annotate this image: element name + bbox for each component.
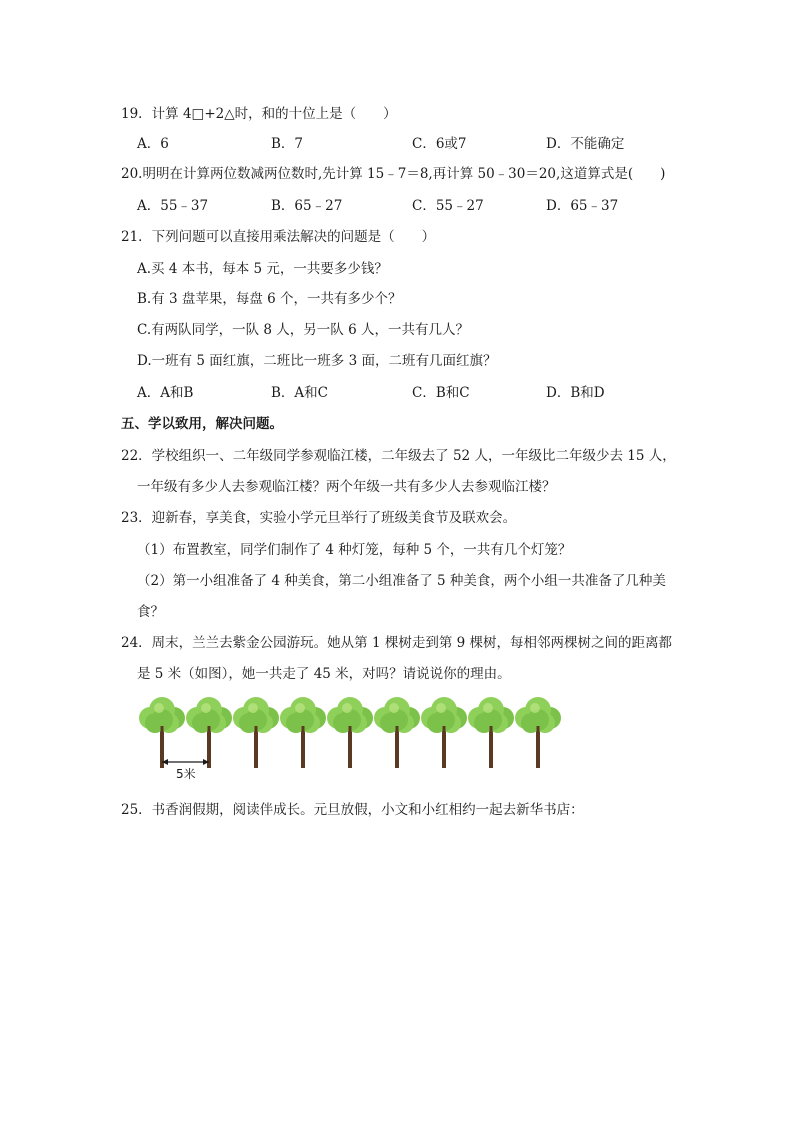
q21-option-d: D．B和D [546,385,605,401]
question-20-stem: 20.明明在计算两位数减两位数时,先计算 15﹣7＝8,再计算 50﹣30＝20,这道算式是( ) [121,166,666,182]
q21-option-c: C．B和C [412,385,470,401]
q21-item-d: D.一班有 5 面红旗，二班比一班多 3 面，二班有几面红旗？ [137,353,497,369]
question-21-stem: 21．下列问题可以直接用乘法解决的问题是（ ） [121,229,436,245]
q21-item-a: A.买 4 本书，每本 5 元，一共要多少钱？ [137,261,388,277]
question-24-line-1: 24．周末，兰兰去紫金公园游玩。她从第 1 棵树走到第 9 棵树，每相邻两棵树之间的距离都 [121,635,673,651]
q19-option-d: D．不能确定 [546,136,625,152]
question-22-line-2: 一年级有多少人去参观临江楼？两个年级一共有多少人去参观临江楼？ [137,479,556,495]
question-25-line-1: 25．书香润假期，阅读伴成长。元旦放假，小文和小红相约一起去新华书店： [121,802,584,818]
tree-4 [280,697,326,768]
tree-row-figure [130,696,570,782]
q19-option-b: B．7 [271,136,304,152]
question-23-part-2-line-2: 食？ [137,604,164,620]
question-19-stem: 19．计算 4□+2△时，和的十位上是（ ） [121,106,397,122]
tree-7 [421,697,467,768]
distance-indicator [162,759,209,781]
tree-6 [374,697,420,768]
tree-8 [468,697,514,768]
q21-option-b: B．A和C [271,385,328,401]
question-22-line-1: 22．学校组织一、二年级同学参观临江楼，二年级去了 52 人，一年级比二年级少去 15 人， [121,448,676,464]
distance-label: 5米 [176,767,196,781]
tree-1 [139,697,185,768]
question-23-part-1: （1）布置教室，同学们制作了 4 种灯笼，每种 5 个，一共有几个灯笼？ [137,542,572,558]
tree-5 [327,697,373,768]
tree-9 [515,697,561,768]
q21-item-b: B.有 3 盘苹果，每盘 6 个，一共有多少个？ [137,291,402,307]
q19-option-c: C．6或7 [412,136,467,152]
question-23-line-1: 23．迎新春，享美食，实验小学元旦举行了班级美食节及联欢会。 [121,510,517,526]
question-23-part-2-line-1: （2）第一小组准备了 4 种美食，第二小组准备了 5 种美食，两个小组一共准备了几种美 [137,573,666,589]
q20-option-a: A．55﹣37 [137,198,209,214]
question-24-line-2: 是 5 米（如图），她一共走了 45 米，对吗？请说说你的理由。 [137,666,511,682]
q19-option-a: A．6 [137,136,169,152]
q20-option-c: C．55﹣27 [412,198,484,214]
q21-item-c: C.有两队同学，一队 8 人，另一队 6 人，一共有几人？ [137,322,469,338]
tree-3 [233,697,279,768]
q20-option-d: D．65﹣37 [546,198,619,214]
q21-option-a: A．A和B [137,385,194,401]
tree-2 [186,697,232,768]
q20-option-b: B．65﹣27 [271,198,343,214]
section-5-title: 五、学以致用，解决问题。 [121,416,283,432]
